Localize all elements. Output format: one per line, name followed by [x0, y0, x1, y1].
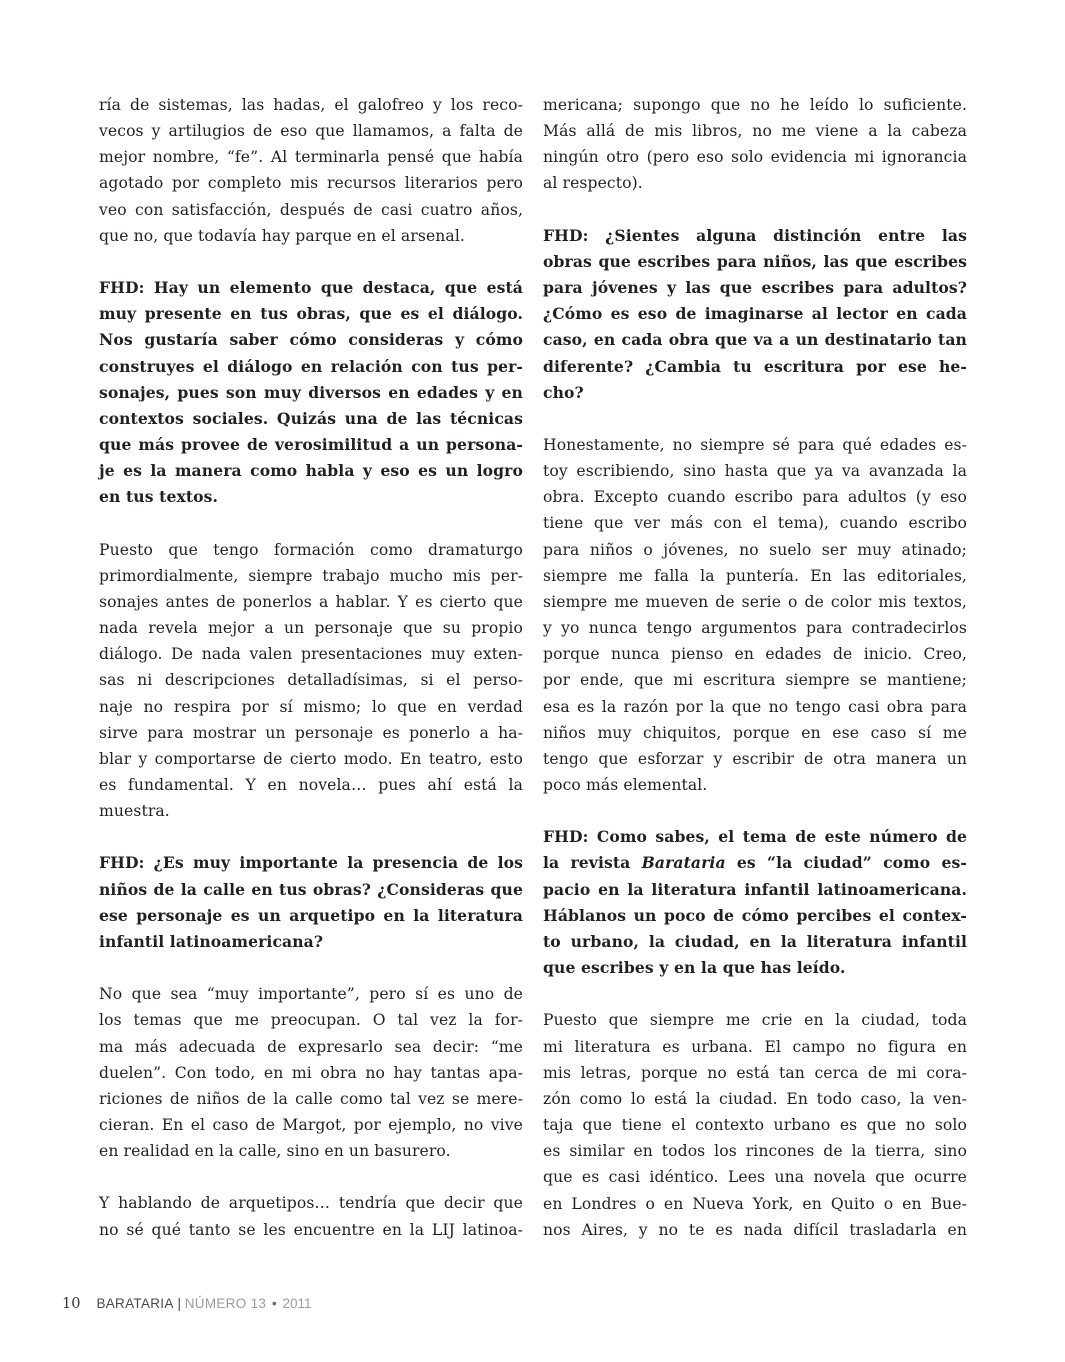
- text-line: pacio en la literatura infantil latinoamericana.: [543, 879, 967, 899]
- paragraph: [99, 1190, 523, 1242]
- text-line: primordialmente, siempre trabajo mucho mis per-: [99, 566, 523, 585]
- text-line: porque nunca pienso en edades de inicio. Creo,: [543, 645, 967, 664]
- text-line: sonajes antes de ponerlos a hablar. Y es cierto que: [99, 592, 523, 611]
- paragraph: [543, 92, 967, 197]
- text-span: es “la ciudad” como es-: [725, 853, 967, 873]
- text-line: blar y comportarse de cierto modo. En teatro, esto: [99, 749, 523, 768]
- text-line: agotado por completo mis recursos literarios pero: [99, 174, 523, 193]
- text-line: que escribes y en la que has leído.: [543, 958, 846, 978]
- text-line: [543, 850, 967, 876]
- text-line: siempre me mueven de serie o de color mis textos,: [543, 592, 967, 611]
- text-line: mi literatura es urbana. El campo no figura en: [543, 1037, 967, 1056]
- text-line: sas ni descripciones detalladísimas, si el perso-: [99, 671, 523, 690]
- text-line: diálogo. De nada valen presentaciones muy exten-: [99, 645, 523, 664]
- text-line: obras que escribes para niños, las que escribes: [543, 251, 967, 271]
- text-line: mis letras, porque no está tan cerca de mi cora-: [543, 1063, 967, 1082]
- text-line: Puesto que tengo formación como dramaturgo: [99, 540, 523, 559]
- text-line: mericana; supongo que no he leído lo suficiente.: [543, 96, 967, 114]
- text-line: Háblanos un poco de cómo percibes el contex-: [543, 905, 967, 925]
- paragraph: [99, 981, 523, 1164]
- text-line: para niños o jóvenes, no suelo ser muy atinado;: [543, 540, 967, 559]
- right-column: [543, 92, 967, 1243]
- text-line: que no, que todavía hay parque en el arsenal.: [99, 226, 465, 245]
- text-line: duelen”. Con todo, en mi obra no hay tantas apa-: [99, 1063, 523, 1082]
- text-line: diferente? ¿Cambia tu escritura por ese he-: [543, 356, 967, 376]
- text-line: y yo nunca tengo argumentos para contradecirlos: [543, 619, 967, 638]
- text-line: contextos sociales. Quizás una de las técnicas: [99, 408, 523, 428]
- text-line: construyes el diálogo en relación con tus per-: [99, 356, 523, 376]
- text-line: por ende, que mi escritura siempre se mantiene;: [543, 671, 967, 690]
- text-line: ningún otro (pero eso solo evidencia mi ignorancia: [543, 148, 967, 167]
- footer-separator: |: [177, 1296, 181, 1311]
- text-line: siempre me falla la puntería. En las editoriales,: [543, 566, 967, 585]
- text-line: FHD: Como sabes, el tema de este número de: [543, 827, 967, 847]
- text-line: tengo que esforzar y escribir de otra manera un: [543, 749, 967, 768]
- text-span: la revista: [543, 853, 642, 873]
- text-line: poco más elemental.: [543, 776, 708, 795]
- text-line: Y hablando de arquetipos… tendría que decir que: [99, 1194, 523, 1213]
- magazine-name: BARATARIA: [96, 1296, 174, 1311]
- text-line: niños muy chiquitos, porque en ese caso sí me: [543, 723, 967, 742]
- paragraph: [543, 1007, 967, 1242]
- text-line: veo con satisfacción, después de casi cuatro años,: [99, 200, 523, 219]
- text-line: muestra.: [99, 802, 170, 821]
- text-line: esa es la razón por la que no tengo casi obra para: [543, 697, 967, 716]
- text-line: niños de la calle en tus obras? ¿Consideras que: [99, 879, 523, 899]
- text-line: Nos gustaría saber cómo consideras y cómo: [99, 330, 523, 350]
- issue-year: 2011: [282, 1296, 312, 1311]
- text-line: los temas que me preocupan. O tal vez la for-: [99, 1011, 523, 1030]
- paragraph: [99, 537, 523, 825]
- interview-question: [543, 223, 967, 406]
- text-line: tiene que ver más con el tema), cuando escribo: [543, 514, 967, 533]
- text-line: sirve para mostrar un personaje es ponerlo a ha-: [99, 723, 523, 742]
- paragraph: [543, 432, 967, 798]
- text-line: ma más adecuada de expresarlo sea decir: “me: [99, 1037, 523, 1056]
- text-line: para jóvenes y las que escribes para adultos?: [543, 278, 967, 298]
- text-line: je es la manera como habla y eso es un logro: [99, 461, 523, 481]
- text-line: es similar en todos los rincones de la tierra, sino: [543, 1142, 967, 1161]
- text-line: sonajes, pues son muy diversos en edades y en: [99, 382, 523, 402]
- text-line: FHD: ¿Es muy importante la presencia de los: [99, 853, 523, 873]
- interview-question: [99, 275, 523, 510]
- text-line: FHD: Hay un elemento que destaca, que está: [99, 278, 523, 298]
- text-line: en Londres o en Nueva York, en Quito o en Bue-: [543, 1194, 967, 1213]
- text-line: mejor nombre, “fe”. Al terminarla pensé que había: [99, 148, 523, 167]
- text-line: cieran. En el caso de Margot, por ejemplo, no vive: [99, 1116, 523, 1135]
- text-line: Puesto que siempre me crie en la ciudad, toda: [543, 1011, 967, 1030]
- text-line: Honestamente, no siempre sé para qué edades es-: [543, 436, 967, 454]
- text-line: en realidad en la calle, sino en un basurero.: [99, 1142, 451, 1161]
- text-line: to urbano, la ciudad, en la literatura infantil: [543, 931, 967, 951]
- text-line: obra. Excepto cuando escribo para adultos (y eso: [543, 488, 967, 507]
- text-line: ¿Cómo es eso de imaginarse al lector en cada: [543, 304, 967, 324]
- paragraph: [99, 92, 523, 249]
- text-line: vecos y artilugios de eso que llamamos, a falta de: [99, 122, 523, 141]
- text-line: muy presente en tus obras, que es el diálogo.: [99, 304, 523, 324]
- text-line: es fundamental. Y en novela… pues ahí está la: [99, 776, 523, 795]
- text-line: No que sea “muy importante”, pero sí es uno de: [99, 985, 523, 1004]
- text-line: ese personaje es un arquetipo en la literatura: [99, 905, 523, 925]
- text-line: nada revela mejor a un personaje que su propio: [99, 619, 523, 638]
- magazine-title-italic: Barataria: [641, 853, 726, 873]
- text-line: riciones de niños de la calle como tal vez se mere-: [99, 1089, 523, 1108]
- left-column: [99, 92, 523, 1243]
- text-line: que es casi idéntico. Lees una novela que ocurre: [543, 1168, 967, 1187]
- text-line: taja que tiene el contexto urbano es que no solo: [543, 1116, 967, 1135]
- text-line: en tus textos.: [99, 487, 219, 507]
- text-line: caso, en cada obra que va a un destinatario tan: [543, 330, 967, 350]
- page-number: 10: [62, 1296, 81, 1312]
- text-line: no sé qué tanto se les encuentre en la LIJ latinoa-: [99, 1220, 523, 1239]
- interview-question: [99, 850, 523, 955]
- text-line: al respecto).: [543, 174, 643, 193]
- text-line: Más allá de mis libros, no me viene a la cabeza: [543, 122, 967, 141]
- text-line: naje no respira por sí mismo; lo que en verdad: [99, 697, 523, 716]
- interview-question: [543, 824, 967, 981]
- text-line: nos Aires, y no te es nada difícil trasladarla en: [543, 1220, 967, 1239]
- text-line: cho?: [543, 382, 584, 402]
- text-line: zón como lo está la ciudad. En todo caso, la ven-: [543, 1089, 967, 1108]
- text-line: toy escribiendo, sino hasta que ya va avanzada la: [543, 462, 967, 481]
- page-footer: [62, 1296, 311, 1312]
- issue-number: NÚMERO 13: [184, 1296, 267, 1311]
- text-line: ría de sistemas, las hadas, el galofreo y los reco-: [99, 96, 523, 114]
- text-line: infantil latinoamericana?: [99, 931, 324, 951]
- footer-bullet: •: [271, 1296, 277, 1311]
- text-line: que más provee de verosimilitud a un persona-: [99, 435, 523, 455]
- text-line: FHD: ¿Sientes alguna distinción entre las: [543, 225, 967, 245]
